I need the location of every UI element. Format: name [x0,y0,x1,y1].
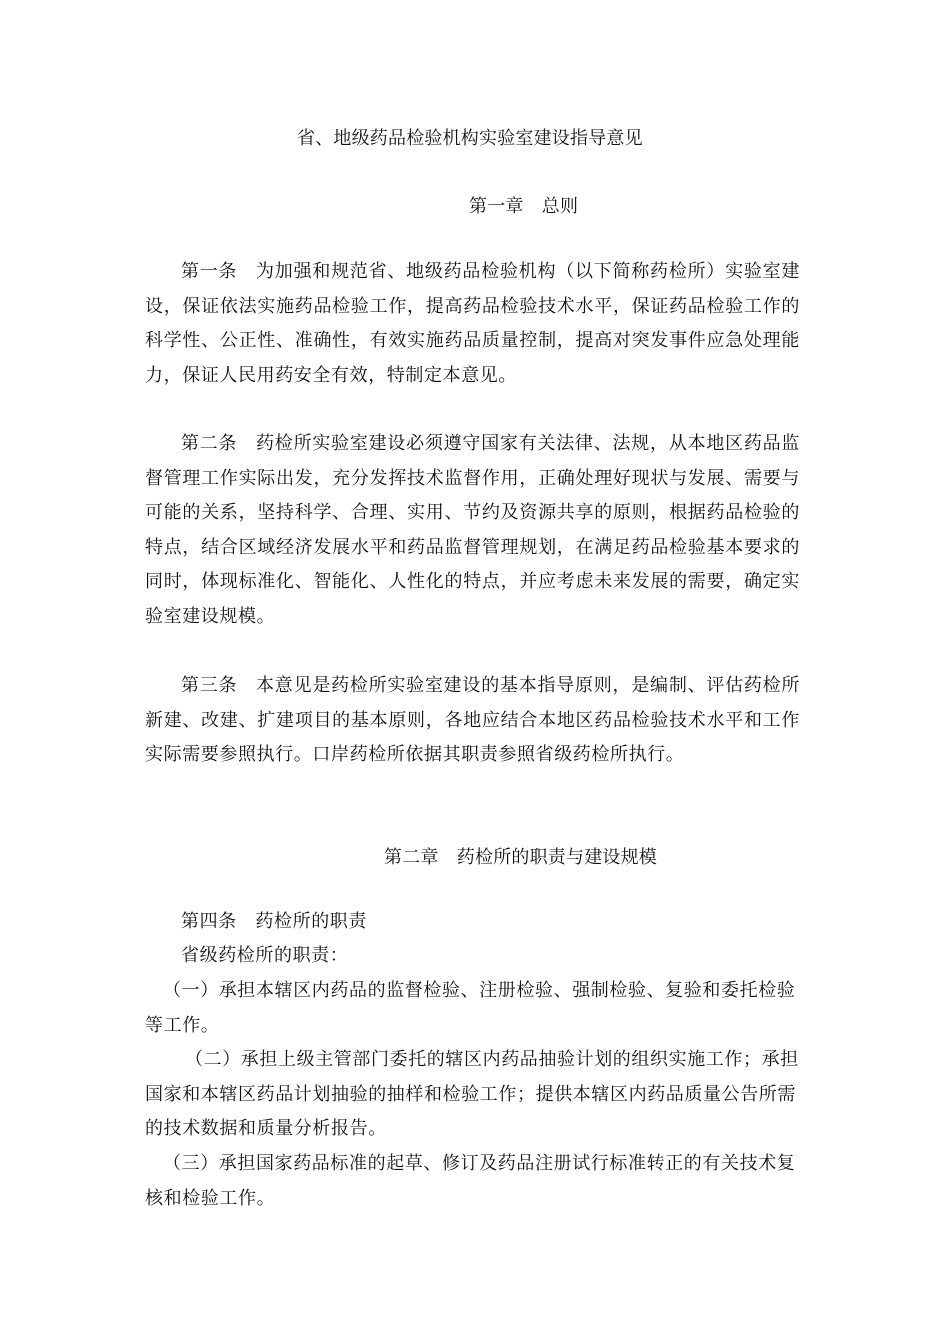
article-2-paragraph: 第二条 药检所实验室建设必须遵守国家有关法律、法规，从本地区药品监督管理工作实际出发，充分发挥技术监督作用，正确处理好现状与发展、需要与可能的关系，坚持科学、合理、实用、节约及资源共享的原则，根据药品检验的特点，结合区域经济发展水平和药品监督管理规划，在满足药品检验基本要求的同时，体现标准化、智能化、人性化的特点，并应考虑未来发展的需要，确定实验室建设规模。 [145,433,800,627]
article-4-heading: 第四条 药检所的职责 [181,911,367,932]
provincial-duties-label: 省级药检所的职责： [181,945,349,966]
chapter-2-heading: 第二章 药检所的职责与建设规模 [384,847,657,868]
article-1-paragraph: 第一条 为加强和规范省、地级药品检验机构（以下简称药检所）实验室建设，保证依法实施药品检验工作，提高药品检验技术水平，保证药品检验工作的科学性、公正性、准确性，有效实施药品质量控制，提高对突发事件应急处理能力，保证人民用药安全有效，特制定本意见。 [145,261,800,386]
article-3-paragraph: 第三条 本意见是药检所实验室建设的基本指导原则，是编制、评估药检所新建、改建、扩建项目的基本原则，各地应结合本地区药品检验技术水平和工作实际需要参照执行。口岸药检所依据其职责参照省级药检所执行。 [145,675,800,765]
duty-item-3: （三）承担国家药品标准的起草、修订及药品注册试行标准转正的有关技术复核和检验工作。 [145,1153,796,1209]
duty-item-2: （二）承担上级主管部门委托的辖区内药品抽验计划的组织实施工作；承担国家和本辖区药品计划抽验的抽样和检验工作；提供本辖区内药品质量公告所需的技术数据和质量分析报告。 [145,1049,799,1139]
document-title: 省、地级药品检验机构实验室建设指导意见 [297,128,643,149]
chapter-1-heading: 第一章 总则 [469,196,579,217]
duty-item-1: （一）承担本辖区内药品的监督检验、注册检验、强制检验、复验和委托检验等工作。 [145,980,796,1036]
